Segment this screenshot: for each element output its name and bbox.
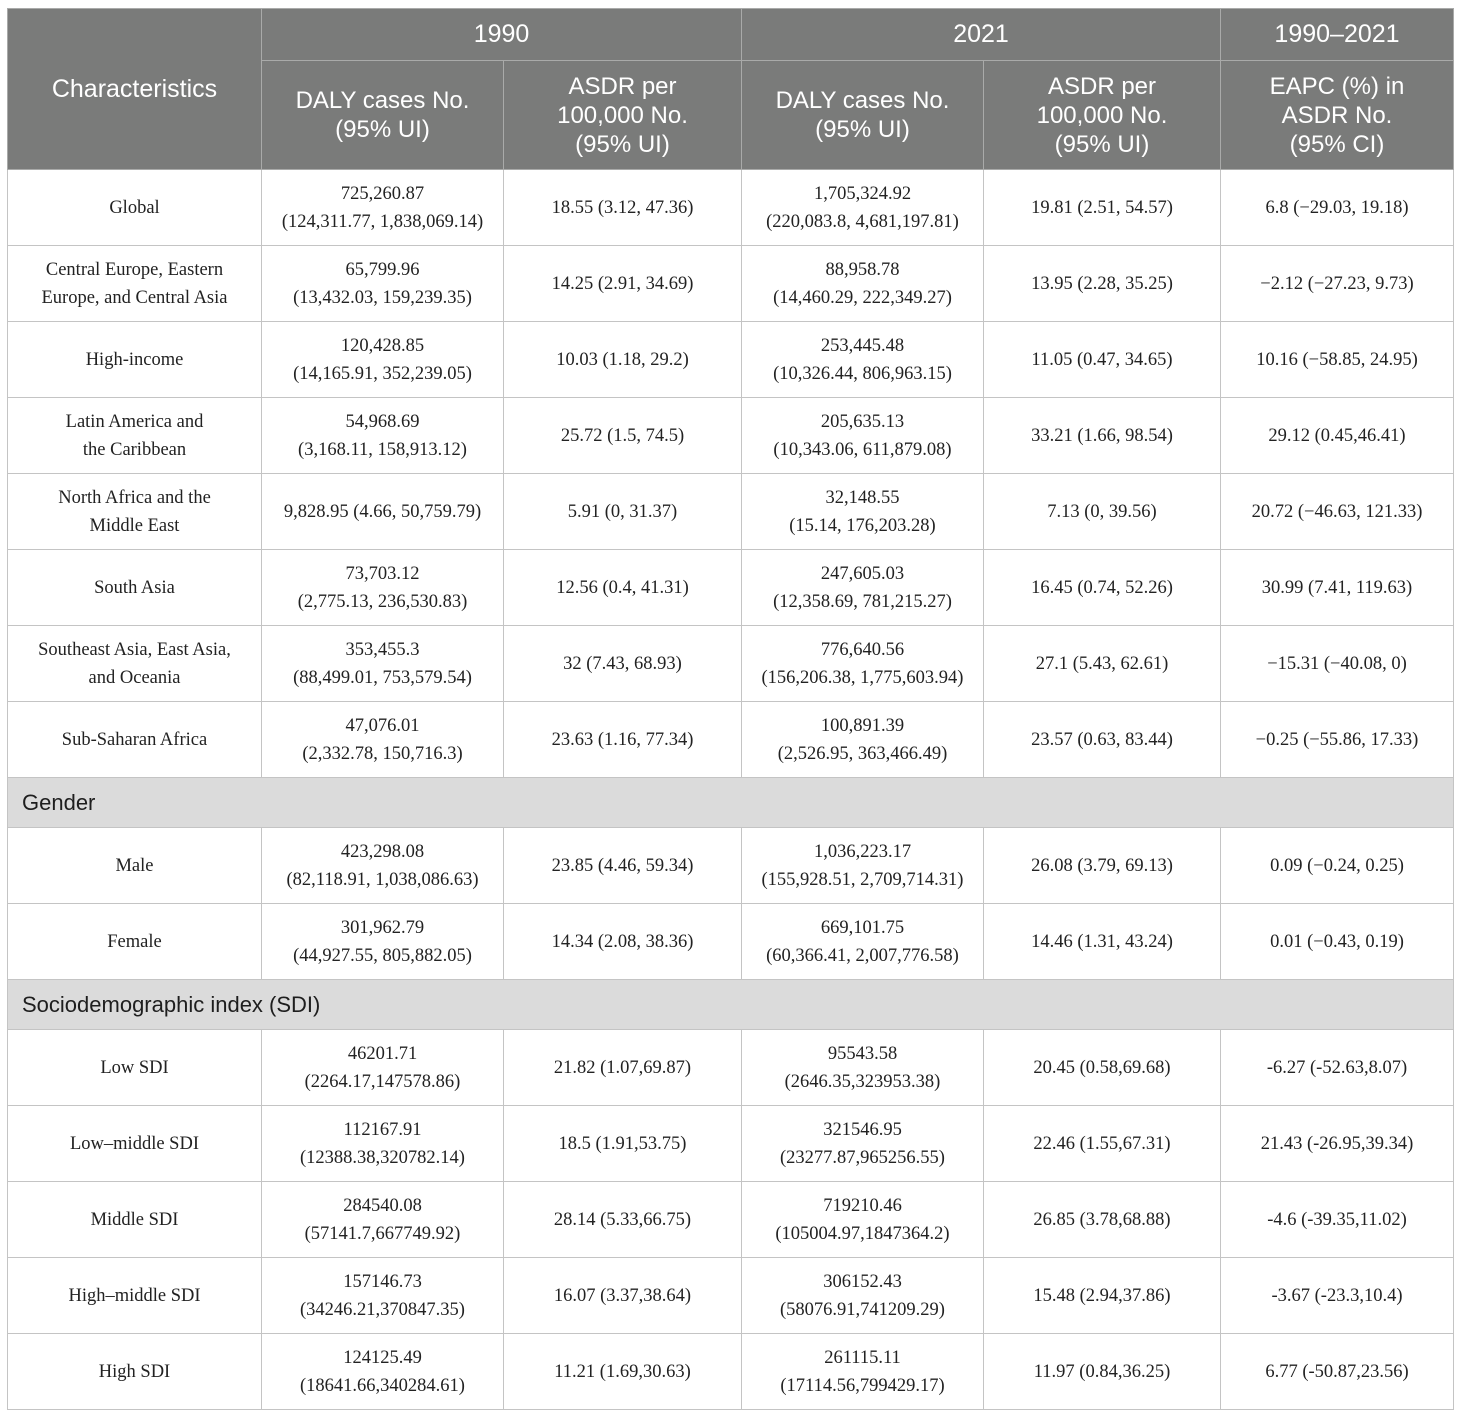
cell-line: 33.21 (1.66, 98.54) (1031, 425, 1173, 446)
daly-1990-cell (262, 322, 504, 398)
daly-1990-cell (262, 246, 504, 322)
header-line: ASDR per (1047, 72, 1157, 100)
daly-asdr-table (7, 8, 1454, 1410)
table-row (8, 246, 1454, 322)
cell-line: 12.56 (0.4, 41.31) (556, 577, 689, 598)
table-row (8, 398, 1454, 474)
cell-line: 13.95 (2.28, 35.25) (1031, 273, 1173, 294)
table-row (8, 1030, 1454, 1106)
cell-line: 32 (7.43, 68.93) (563, 653, 682, 674)
cell-line: 30.99 (7.41, 119.63) (1261, 577, 1413, 598)
table-row (8, 550, 1454, 626)
period-header: 1990–2021 (1221, 9, 1454, 61)
section-gender (8, 778, 1454, 828)
asdr-1990-cell (504, 398, 742, 474)
cell-line: (14,165.91, 352,239.05) (293, 363, 472, 384)
cell-line: 11.21 (1.69,30.63) (554, 1361, 691, 1382)
header-line: (95% UI) (335, 116, 430, 143)
cell-line: (12,358.69, 781,215.27) (773, 591, 952, 612)
eapc-cell (1221, 1182, 1454, 1258)
daly-2021-cell (742, 1106, 984, 1182)
daly-2021-cell (742, 398, 984, 474)
header-line: (95% CI) (1289, 130, 1385, 158)
cell-line: (15.14, 176,203.28) (789, 515, 936, 536)
daly-2021-cell (742, 904, 984, 980)
header-line: ASDR No. (1281, 101, 1393, 129)
cell-line: High–middle SDI (68, 1285, 201, 1306)
asdr-2021-cell (984, 1258, 1221, 1334)
daly-1990-cell (262, 550, 504, 626)
asdr-1990-cell (504, 550, 742, 626)
header-line: 100,000 No. (1036, 101, 1168, 129)
cell-line: -4.6 (-39.35,11.02) (1267, 1209, 1407, 1230)
cell-line: North Africa and the (58, 487, 211, 508)
cell-line: 6.77 (-50.87,23.56) (1265, 1361, 1409, 1382)
cell-line: 157146.73 (343, 1271, 422, 1292)
cell-line: Southeast Asia, East Asia, (38, 639, 231, 660)
table-row (8, 702, 1454, 778)
cell-line: 11.05 (0.47, 34.65) (1031, 349, 1173, 370)
cell-line: 10.16 (−58.85, 24.95) (1256, 349, 1418, 370)
cell-line: 21.82 (1.07,69.87) (553, 1057, 692, 1078)
table-row (8, 1182, 1454, 1258)
eapc-header (1221, 61, 1454, 170)
header-line: DALY cases No. (295, 87, 470, 114)
daly-2021-cell (742, 828, 984, 904)
asdr-1990-cell (504, 1030, 742, 1106)
asdr-2021-cell (984, 550, 1221, 626)
cell-line: 23.85 (4.46, 59.34) (551, 855, 694, 876)
eapc-cell (1221, 1334, 1454, 1410)
daly-2021-cell (742, 626, 984, 702)
header-line: ASDR per (568, 72, 677, 100)
cell-line: (2,332.78, 150,716.3) (302, 743, 463, 764)
cell-line: 22.46 (1.55,67.31) (1033, 1133, 1171, 1154)
daly-2021-cell (742, 474, 984, 550)
cell-line: (124,311.77, 1,838,069.14) (281, 211, 484, 232)
daly-2021-cell (742, 702, 984, 778)
asdr-2021-cell (984, 828, 1221, 904)
cell-line: 306152.43 (823, 1271, 902, 1292)
daly-1990-cell (262, 398, 504, 474)
cell-line: (82,118.91, 1,038,086.63) (286, 869, 479, 890)
eapc-cell (1221, 1030, 1454, 1106)
cell-line: 26.85 (3.78,68.88) (1033, 1209, 1171, 1230)
table-row (8, 474, 1454, 550)
cell-line: 11.97 (0.84,36.25) (1033, 1361, 1171, 1382)
cell-line: 18.55 (3.12, 47.36) (551, 197, 694, 218)
asdr-2021-cell (984, 1030, 1221, 1106)
cell-line: 100,891.39 (820, 715, 905, 736)
header-line: (95% UI) (1054, 130, 1150, 158)
cell-line: 20.72 (−46.63, 121.33) (1251, 501, 1423, 522)
cell-line: the Caribbean (82, 439, 187, 460)
cell-line: Global (109, 197, 160, 218)
cell-line: Middle SDI (90, 1209, 179, 1230)
eapc-cell (1221, 702, 1454, 778)
characteristic-cell (8, 1182, 262, 1258)
cell-line: 253,445.48 (820, 335, 905, 356)
characteristic-cell (8, 904, 262, 980)
cell-line: (10,326.44, 806,963.15) (773, 363, 952, 384)
cell-line: 7.13 (0, 39.56) (1047, 501, 1157, 522)
eapc-cell (1221, 1106, 1454, 1182)
characteristic-cell (8, 626, 262, 702)
cell-line: 124125.49 (343, 1347, 422, 1368)
eapc-cell (1221, 904, 1454, 980)
header-line: DALY cases No. (775, 87, 950, 114)
cell-line: (14,460.29, 222,349.27) (773, 287, 952, 308)
asdr-1990-cell (504, 1334, 742, 1410)
section-label: Sociodemographic index (SDI) (8, 980, 1454, 1030)
daly-2021-cell (742, 1258, 984, 1334)
cell-line: 16.45 (0.74, 52.26) (1031, 577, 1173, 598)
cell-line: 261115.11 (824, 1347, 901, 1368)
cell-line: 14.25 (2.91, 34.69) (551, 273, 694, 294)
cell-line: 5.91 (0, 31.37) (567, 501, 678, 522)
cell-line: 423,298.08 (340, 841, 425, 862)
cell-line: 20.45 (0.58,69.68) (1033, 1057, 1171, 1078)
cell-line: (13,432.03, 159,239.35) (293, 287, 472, 308)
daly-2021-cell (742, 246, 984, 322)
cell-line: (155,928.51, 2,709,714.31) (761, 869, 964, 890)
cell-line: 120,428.85 (340, 335, 425, 356)
cell-line: 46201.71 (347, 1043, 418, 1064)
cell-line: (10,343.06, 611,879.08) (773, 439, 952, 460)
asdr-2021-cell (984, 398, 1221, 474)
cell-line: Male (115, 855, 154, 876)
cell-line: 112167.91 (343, 1119, 422, 1140)
daly-table-container (7, 8, 1454, 1410)
daly-1990-header (262, 61, 504, 170)
asdr-1990-header (504, 61, 742, 170)
cell-line: 15.48 (2.94,37.86) (1033, 1285, 1171, 1306)
daly-1990-cell (262, 474, 504, 550)
daly-1990-cell (262, 1030, 504, 1106)
cell-line: 25.72 (1.5, 74.5) (560, 425, 685, 446)
characteristic-cell (8, 1030, 262, 1106)
eapc-cell (1221, 246, 1454, 322)
cell-line: Latin America and (65, 411, 204, 432)
cell-line: 301,962.79 (340, 917, 425, 938)
year-1990-header: 1990 (262, 9, 742, 61)
daly-2021-cell (742, 322, 984, 398)
cell-line: 247,605.03 (820, 563, 905, 584)
asdr-2021-header (984, 61, 1221, 170)
cell-line: 14.46 (1.31, 43.24) (1031, 931, 1173, 952)
asdr-1990-cell (504, 1182, 742, 1258)
cell-line: 1,036,223.17 (813, 841, 912, 862)
cell-line: 14.34 (2.08, 38.36) (551, 931, 694, 952)
cell-line: 54,968.69 (345, 411, 420, 432)
cell-line: −2.12 (−27.23, 9.73) (1260, 273, 1414, 294)
cell-line: (220,083.8, 4,681,197.81) (766, 211, 959, 232)
cell-line: Middle East (89, 515, 180, 536)
cell-line: 27.1 (5.43, 62.61) (1035, 653, 1169, 674)
daly-1990-cell (262, 1182, 504, 1258)
cell-line: 32,148.55 (825, 487, 900, 508)
cell-line: 16.07 (3.37,38.64) (553, 1285, 692, 1306)
eapc-cell (1221, 626, 1454, 702)
cell-line: (12388.38,320782.14) (300, 1147, 465, 1168)
cell-line: (88,499.01, 753,579.54) (293, 667, 472, 688)
characteristic-cell (8, 1258, 262, 1334)
characteristic-cell (8, 170, 262, 246)
characteristic-cell (8, 246, 262, 322)
header-line: EAPC (%) in (1269, 72, 1405, 100)
cell-line: −0.25 (−55.86, 17.33) (1255, 729, 1419, 750)
cell-line: (3,168.11, 158,913.12) (298, 439, 467, 460)
eapc-cell (1221, 170, 1454, 246)
cell-line: 88,958.78 (825, 259, 900, 280)
asdr-1990-cell (504, 1106, 742, 1182)
cell-line: -3.67 (-23.3,10.4) (1271, 1285, 1403, 1306)
characteristic-cell (8, 828, 262, 904)
asdr-2021-cell (984, 1106, 1221, 1182)
cell-line: (2264.17,147578.86) (304, 1071, 461, 1092)
table-row (8, 1334, 1454, 1410)
cell-line: 284540.08 (343, 1195, 422, 1216)
eapc-cell (1221, 550, 1454, 626)
cell-line: −15.31 (−40.08, 0) (1267, 653, 1407, 674)
cell-line: 353,455.3 (345, 639, 420, 660)
cell-line: -6.27 (-52.63,8.07) (1266, 1057, 1408, 1078)
asdr-2021-cell (984, 702, 1221, 778)
cell-line: (17114.56,799429.17) (780, 1375, 945, 1396)
cell-line: 9,828.95 (4.66, 50,759.79) (283, 501, 482, 522)
cell-line: (34246.21,370847.35) (300, 1299, 465, 1320)
daly-2021-cell (742, 170, 984, 246)
header-line: (95% UI) (815, 116, 910, 143)
cell-line: 669,101.75 (820, 917, 905, 938)
cell-line: 65,799.96 (345, 259, 420, 280)
characteristic-cell (8, 1334, 262, 1410)
asdr-2021-cell (984, 474, 1221, 550)
cell-line: Female (107, 931, 162, 952)
cell-line: (57141.7,667749.92) (304, 1223, 461, 1244)
table-header (8, 9, 1454, 170)
daly-1990-cell (262, 904, 504, 980)
table-row (8, 904, 1454, 980)
cell-line: 321546.95 (823, 1119, 902, 1140)
cell-line: 47,076.01 (345, 715, 420, 736)
cell-line: (58076.91,741209.29) (780, 1299, 945, 1320)
characteristics-header: Characteristics (8, 9, 262, 170)
asdr-1990-cell (504, 904, 742, 980)
daly-1990-cell (262, 626, 504, 702)
cell-line: 21.43 (-26.95,39.34) (1260, 1133, 1414, 1154)
asdr-2021-cell (984, 1334, 1221, 1410)
daly-1990-cell (262, 1334, 504, 1410)
characteristic-cell (8, 474, 262, 550)
cell-line: and Oceania (88, 667, 181, 688)
cell-line: Low SDI (100, 1057, 169, 1078)
cell-line: 18.5 (1.91,53.75) (558, 1133, 687, 1154)
asdr-1990-cell (504, 170, 742, 246)
table-body (8, 170, 1454, 1410)
daly-1990-cell (262, 1258, 504, 1334)
cell-line: (23277.87,965256.55) (780, 1147, 945, 1168)
cell-line: 719210.46 (823, 1195, 902, 1216)
asdr-1990-cell (504, 626, 742, 702)
asdr-2021-cell (984, 170, 1221, 246)
cell-line: (2,775.13, 236,530.83) (297, 591, 468, 612)
cell-line: Low–middle SDI (70, 1133, 199, 1154)
daly-1990-cell (262, 702, 504, 778)
eapc-cell (1221, 1258, 1454, 1334)
cell-line: South Asia (94, 577, 175, 598)
cell-line: (2646.35,323953.38) (784, 1071, 941, 1092)
daly-2021-cell (742, 550, 984, 626)
table-row (8, 626, 1454, 702)
cell-line: 95543.58 (827, 1043, 898, 1064)
table-row (8, 322, 1454, 398)
table-row (8, 1106, 1454, 1182)
daly-1990-cell (262, 828, 504, 904)
daly-1990-cell (262, 1106, 504, 1182)
characteristic-cell (8, 398, 262, 474)
asdr-2021-cell (984, 322, 1221, 398)
characteristic-cell (8, 702, 262, 778)
cell-line: 10.03 (1.18, 29.2) (556, 349, 689, 370)
cell-line: High-income (85, 349, 184, 370)
cell-line: 0.01 (−0.43, 0.19) (1270, 931, 1404, 952)
cell-line: Sub-Saharan Africa (61, 729, 208, 750)
eapc-cell (1221, 474, 1454, 550)
characteristic-cell (8, 322, 262, 398)
cell-line: 23.63 (1.16, 77.34) (551, 729, 694, 750)
asdr-2021-cell (984, 1182, 1221, 1258)
cell-line: (2,526.95, 363,466.49) (777, 743, 948, 764)
daly-2021-header (742, 61, 984, 170)
cell-line: 28.14 (5.33,66.75) (553, 1209, 692, 1230)
asdr-1990-cell (504, 322, 742, 398)
table-row (8, 1258, 1454, 1334)
cell-line: 26.08 (3.79, 69.13) (1031, 855, 1173, 876)
asdr-1990-cell (504, 828, 742, 904)
cell-line: (60,366.41, 2,007,776.58) (766, 945, 959, 966)
asdr-1990-cell (504, 246, 742, 322)
cell-line: 19.81 (2.51, 54.57) (1031, 197, 1173, 218)
cell-line: 23.57 (0.63, 83.44) (1031, 729, 1173, 750)
cell-line: Europe, and Central Asia (41, 287, 228, 308)
section-label: Gender (8, 778, 1454, 828)
asdr-2021-cell (984, 626, 1221, 702)
table-row (8, 170, 1454, 246)
asdr-1990-cell (504, 474, 742, 550)
cell-line: (44,927.55, 805,882.05) (293, 945, 472, 966)
cell-line: High SDI (98, 1361, 171, 1382)
eapc-cell (1221, 398, 1454, 474)
asdr-1990-cell (504, 1258, 742, 1334)
cell-line: (156,206.38, 1,775,603.94) (761, 667, 964, 688)
cell-line: 205,635.13 (820, 411, 905, 432)
year-2021-header: 2021 (742, 9, 1221, 61)
cell-line: 776,640.56 (820, 639, 905, 660)
eapc-cell (1221, 828, 1454, 904)
daly-1990-cell (262, 170, 504, 246)
asdr-2021-cell (984, 246, 1221, 322)
asdr-1990-cell (504, 702, 742, 778)
daly-2021-cell (742, 1182, 984, 1258)
cell-line: 29.12 (0.45,46.41) (1268, 425, 1406, 446)
table-row (8, 828, 1454, 904)
characteristic-cell (8, 550, 262, 626)
daly-2021-cell (742, 1334, 984, 1410)
header-line: (95% UI) (575, 130, 670, 158)
eapc-cell (1221, 322, 1454, 398)
cell-line: 725,260.87 (340, 183, 425, 204)
cell-line: 0.09 (−0.24, 0.25) (1270, 855, 1404, 876)
cell-line: 1,705,324.92 (813, 183, 912, 204)
cell-line: 6.8 (−29.03, 19.18) (1265, 197, 1409, 218)
cell-line: (18641.66,340284.61) (300, 1375, 465, 1396)
header-line: 100,000 No. (557, 101, 688, 129)
cell-line: 73,703.12 (345, 563, 420, 584)
cell-line: Central Europe, Eastern (45, 259, 224, 280)
characteristic-cell (8, 1106, 262, 1182)
section-sdi (8, 980, 1454, 1030)
asdr-2021-cell (984, 904, 1221, 980)
cell-line: (105004.97,1847364.2) (775, 1223, 950, 1244)
daly-2021-cell (742, 1030, 984, 1106)
